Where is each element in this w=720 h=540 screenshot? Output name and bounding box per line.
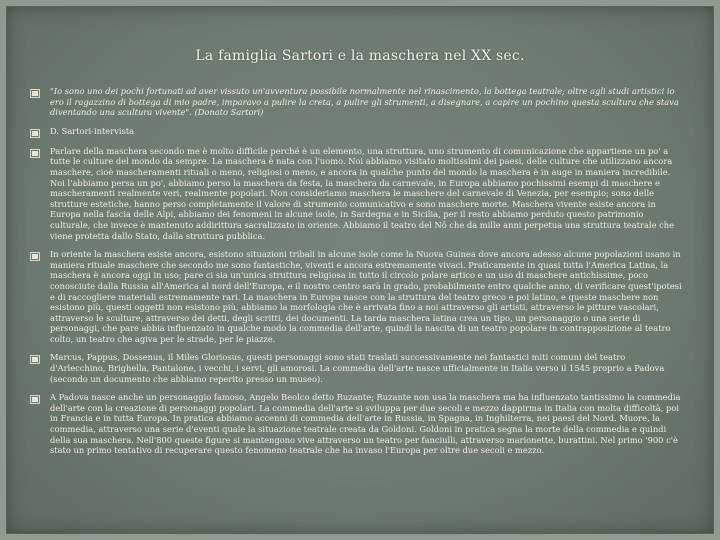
paragraph-text: A Padova nasce anche un personaggio famoso, Angelo Beolco detto Ruzante; Ruzante non usa la maschera ma ha influenzato tantissimo la commedia dell'arte con la creazione di personaggi popolari. La commedia dell'arte si sviluppa per due secoli e mezzo dappirma in Italia con molta difficoltà, poi in Francia e in tutta Europa. In pratica abbiamo accenni di commedia dell'arte in Russia, in Spagna, in Inghilterra, nei paesi del Nord. Muore, la commedia, attraverso una serie d'eventi quale la situazione teatrale creata da Goldoni. Goldoni in pratica segna la morte della commedia e quindi della sua maschera. Nell'800 queste figure si mantengono vive attraverso un teatro per fanciulli, attraverso marionette, burattini. Nel primo '900 c'è stato un primo tentativo di recuperare questo fenomeno teatrale che ha invaso l'Europa per oltre due secoli e mezzo.	[50, 392, 681, 456]
bullet-list	[30, 86, 682, 464]
list-item	[30, 146, 682, 241]
list-item	[30, 86, 682, 118]
list-item	[30, 352, 682, 384]
list-item	[30, 126, 682, 138]
bullet-square-icon	[30, 89, 40, 98]
list-item	[30, 249, 682, 344]
list-item	[30, 392, 682, 456]
bullet-square-icon	[30, 252, 40, 261]
paragraph-text: Parlare della maschera secondo me è molto difficile perché è un elemento, una struttura, uno strumento di comunicazione che appartiene un po' a tutte le culture del mondo da sempre. La maschera è nata con l'uomo. Noi abbiamo visitato moltissimi dei paesi, delle culture che utilizzano ancora maschere, cioè mascheramenti rituali o meno, religiosi o meno, e ancora in qualche punto del mondo la maschera è in auge in maniera incredibile. Noi l'abbiamo persa un po', abbiamo perso la maschera da festa, la maschera da carnevale, in Europa abbiamo pochissimi esempi di maschere e mascheramenti realmente veri, realmente popolari. Non consideriamo maschera le maschere del carnevale di Venezia, per esempio; sono delle strutture estetiche, hanno perso completamente il valore di strumento comunicativo e sono maschere morte. Maschera vivente esiste ancora in Europa nella fascia delle Alpi, abbiamo dei fenomeni in alcune isole, in Sardegna e in Sicilia, per il resto abbiamo perduto questo patrimonio culturale, che invece è mantenuto addirittura sacralizzato in oriente. Abbiamo il teatro del Nô che da mille anni perpetua una struttura teatrale che viene protetta dallo Stato, dalla struttura pubblica.	[50, 145, 675, 241]
paragraph-text: Marcus, Pappus, Dossenus, il Miles Gloriosus, questi personaggi sono stati traslati successivamente nei fantastici miti comuni del teatro d'Arlecchino, Brighella, Pantalone, i vecchi, i servi, gli amorosi. La commedia dell'arte nasce ufficialmente in Italia verso il 1545 proprio a Padova (secondo un documento che abbiamo reperito presso un museo).	[50, 352, 665, 384]
bullet-square-icon	[30, 395, 40, 404]
interview-heading: D. Sartori-intervista	[50, 125, 135, 136]
bullet-square-icon	[30, 129, 40, 138]
quote-text: "Io sono uno dei pochi fortunati ad aver vissuto un'avventura possibile normalmente nel rinascimento, la bottega teatrale; oltre agli studi artistici io ero il ragazzino di bottega di mio padre, imparavo a pulire la creta, a pulire gli strumenti, a disegnare, a capire un pochino questa scultura che stava diventando una scultura vivente". (Donato Sartori)	[50, 86, 679, 118]
paragraph-text: In oriente la maschera esiste ancora, esistono situazioni tribali in alcune isole come la Nuova Guinea dove ancora adesso alcune popolazioni usano in maniera rituale maschere che secondo me sono fantastiche, viventi e ancora estremamente vivaci. Praticamente in quasi tutta l'America Latina, la maschera è ancora oggi in uso; pare ci sia un'unica struttura religiosa in tutto il circolo polare artico e un uso di maschere antichissime, poco conosciute dalla Russia all'America al nord dell'Europa, e il nostro centro sarà in grado, probabilmente entro qualche anno, di verificare quest'ipotesi e di raccogliere materiali estremamente rari. La maschera in Europa nasce con la struttura del teatro greco e poi latino, e queste maschere non esistono più, questi oggetti non esistono più, abbiamo la morfologia che è arrivata fino a noi attraverso gli artisti, attraverso le pitture vascolari, attraverso le sculture, attraverso dei detti, degli scritti, dei documenti. La tarda maschera latina crea un tipo, un personaggio o una serie di personaggi, che pare abbia influenzato in qualche modo la commedia dell'arte, quindi la nascita di un teatro popolare in contrapposizione al teatro colto, un teatro che agiva per le strade, per le piazze.	[50, 249, 682, 344]
slide-title: La famiglia Sartori e la maschera nel XX sec.	[195, 48, 525, 64]
bullet-square-icon	[30, 149, 40, 158]
bullet-square-icon	[30, 355, 40, 364]
